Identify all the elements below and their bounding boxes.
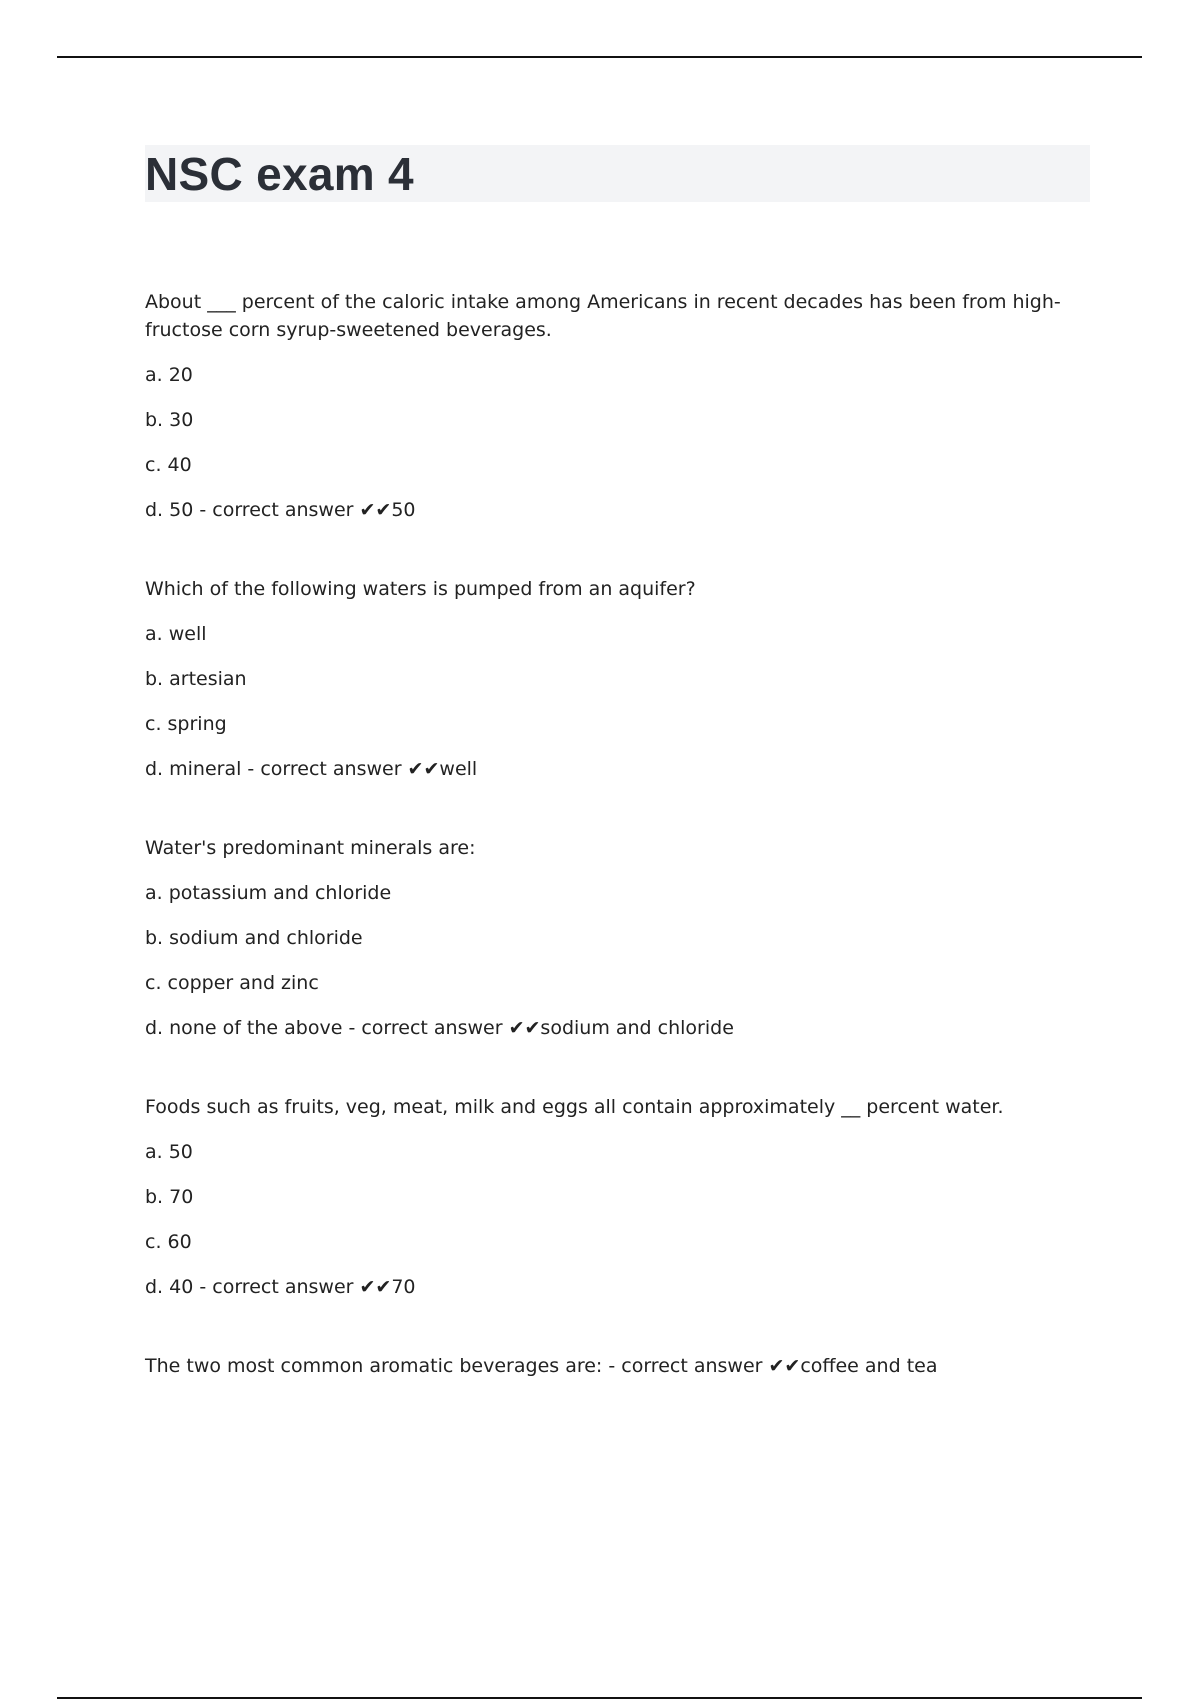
question-text: The two most common aromatic beverages are: - correct answer ✔✔coffee and tea — [145, 1355, 938, 1377]
answer-option-b: b. 70 — [145, 1186, 194, 1208]
question-text: Which of the following waters is pumped from an aquifer? — [145, 578, 696, 600]
answer-option-a: a. well — [145, 623, 207, 645]
question-2 — [145, 575, 1090, 783]
answer-option-c: c. 60 — [145, 1231, 192, 1253]
document-title: NSC exam 4 — [145, 147, 414, 200]
answer-option-d: d. 40 - correct answer ✔✔70 — [145, 1276, 416, 1298]
document-page — [145, 145, 1090, 1431]
answer-option-a: a. potassium and chloride — [145, 882, 392, 904]
title-bar — [145, 145, 1090, 202]
answer-option-c: c. spring — [145, 713, 227, 735]
answer-option-c: c. copper and zinc — [145, 972, 319, 994]
question-4 — [145, 1093, 1090, 1301]
question-text: About ___ percent of the caloric intake among Americans in recent decades has been from high-fructose corn syrup-sweetened beverages. — [145, 291, 1061, 341]
question-text: Foods such as fruits, veg, meat, milk and eggs all contain approximately __ percent water. — [145, 1096, 1004, 1118]
answer-option-c: c. 40 — [145, 454, 192, 476]
question-3 — [145, 834, 1090, 1042]
bottom-divider — [57, 1697, 1142, 1699]
answer-option-d: d. 50 - correct answer ✔✔50 — [145, 499, 416, 521]
answer-option-d: d. mineral - correct answer ✔✔well — [145, 758, 478, 780]
answer-option-d: d. none of the above - correct answer ✔✔sodium and chloride — [145, 1017, 734, 1039]
answer-option-b: b. artesian — [145, 668, 247, 690]
question-text: Water's predominant minerals are: — [145, 837, 476, 859]
question-1 — [145, 288, 1090, 524]
answer-option-a: a. 20 — [145, 364, 193, 386]
answer-option-b: b. 30 — [145, 409, 194, 431]
top-divider — [57, 56, 1142, 58]
question-5 — [145, 1352, 1090, 1380]
answer-option-a: a. 50 — [145, 1141, 193, 1163]
answer-option-b: b. sodium and chloride — [145, 927, 363, 949]
